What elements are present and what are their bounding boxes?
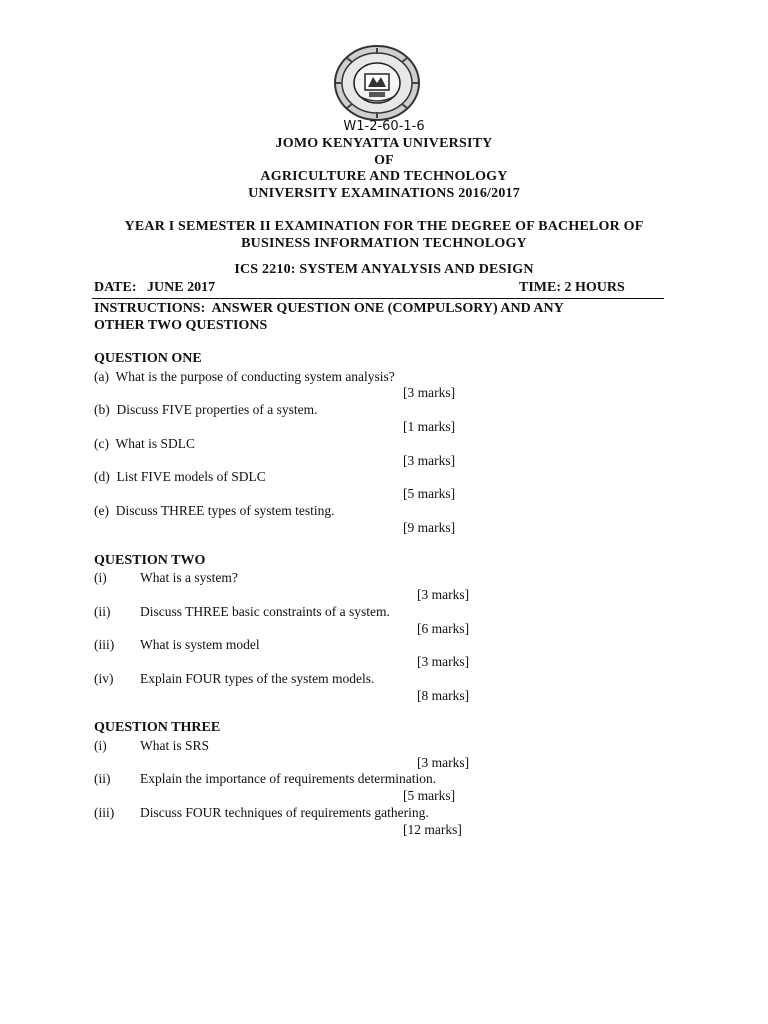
q3-item-1: What is SRS — [140, 738, 210, 753]
course-title: ICS 2210: SYSTEM ANYALYSIS AND DESIGN — [234, 262, 534, 277]
degree-line-2: BUSINESS INFORMATION TECHNOLOGY — [241, 236, 527, 251]
q1-item-b: (b) Discuss FIVE properties of a system. — [94, 402, 318, 417]
q3-item-1-marks: [3 marks] — [417, 755, 470, 770]
q1-item-d-marks: [5 marks] — [403, 486, 456, 501]
q2-item-2-marks: [6 marks] — [417, 621, 470, 636]
university-name: JOMO KENYATTA UNIVERSITY — [275, 136, 493, 151]
exam-date: DATE: JUNE 2017 — [94, 280, 216, 295]
paper-code: W1-2-60-1-6 — [343, 119, 425, 134]
q1-item-a-marks: [3 marks] — [403, 385, 456, 400]
question-one-title: QUESTION ONE — [94, 351, 202, 366]
q1-item-c: (c) What is SDLC — [94, 436, 195, 451]
university-subtitle: AGRICULTURE AND TECHNOLOGY — [260, 169, 508, 184]
q2-item-3: What is system model — [140, 637, 260, 652]
instructions-line-2: OTHER TWO QUESTIONS — [94, 318, 268, 333]
q1-item-b-marks: [1 marks] — [403, 419, 456, 434]
exam-session: UNIVERSITY EXAMINATIONS 2016/2017 — [248, 186, 520, 201]
q1-item-d: (d) List FIVE models of SDLC — [94, 469, 266, 484]
q1-item-a: (a) What is the purpose of conducting system analysis? — [94, 369, 395, 384]
degree-line-1: YEAR I SEMESTER II EXAMINATION FOR THE DEGREE OF BACHELOR OF — [124, 219, 644, 234]
q3-item-1-number: (i) — [94, 738, 107, 753]
q2-item-4: Explain FOUR types of the system models. — [140, 671, 375, 686]
exam-time: TIME: 2 HOURS — [519, 280, 625, 295]
q2-item-1: What is a system? — [140, 570, 238, 585]
q1-item-c-marks: [3 marks] — [403, 453, 456, 468]
q2-item-4-marks: [8 marks] — [417, 688, 470, 703]
q2-item-2-number: (ii) — [94, 604, 111, 619]
instructions-line-1: INSTRUCTIONS: ANSWER QUESTION ONE (COMPULSORY) AND ANY — [94, 301, 564, 316]
question-two-title: QUESTION TWO — [94, 553, 206, 568]
university-of: OF — [374, 153, 394, 168]
q2-item-4-number: (iv) — [94, 671, 114, 686]
q3-item-3-number: (iii) — [94, 805, 115, 820]
q2-item-3-number: (iii) — [94, 637, 115, 652]
q2-item-1-marks: [3 marks] — [417, 587, 470, 602]
q2-item-1-number: (i) — [94, 570, 107, 585]
q3-item-2: Explain the importance of requirements determination. — [140, 771, 437, 786]
header-divider — [92, 298, 664, 299]
q1-item-e: (e) Discuss THREE types of system testing. — [94, 503, 335, 518]
q1-item-e-marks: [9 marks] — [403, 520, 456, 535]
q3-item-3: Discuss FOUR techniques of requirements gathering. — [140, 805, 429, 820]
q2-item-2: Discuss THREE basic constraints of a system. — [140, 604, 390, 619]
q3-item-2-marks: [5 marks] — [403, 788, 456, 803]
question-three-title: QUESTION THREE — [94, 720, 221, 735]
q2-item-3-marks: [3 marks] — [417, 654, 470, 669]
q3-item-2-number: (ii) — [94, 771, 111, 786]
q3-item-3-marks: [12 marks] — [403, 822, 462, 837]
university-seal-logo — [333, 44, 421, 122]
